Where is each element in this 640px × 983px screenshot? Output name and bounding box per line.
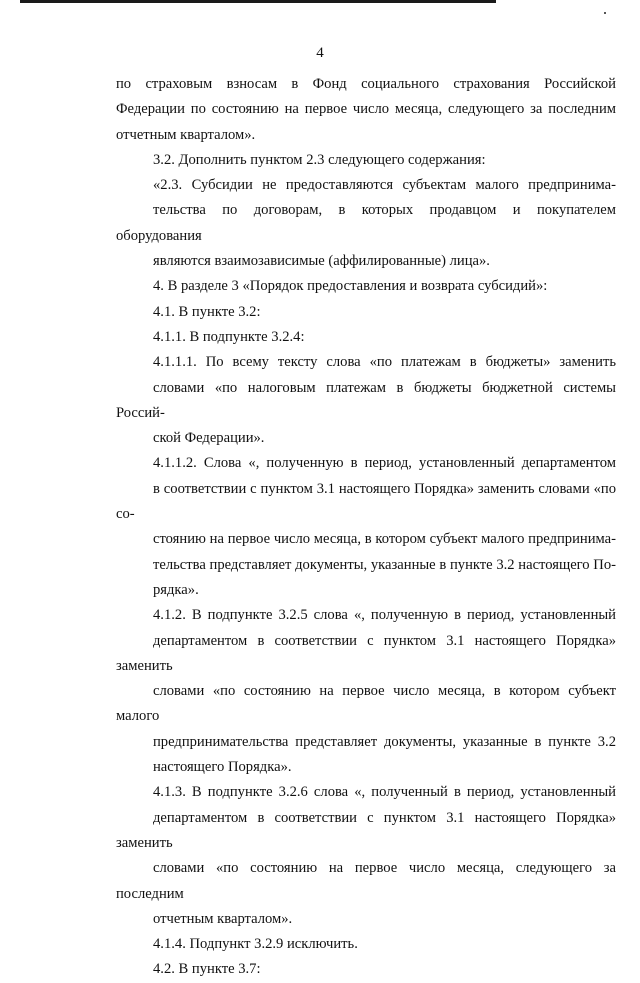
text-line: стоянию на первое число месяца, в котором субъект малого предпринима- [153,531,616,548]
text-line: 4.1.1. В подпункте 3.2.4: [153,328,305,345]
paragraph-4-1-1-2 [116,451,616,603]
text-line: 4.2. В пункте 3.7: [153,961,261,978]
paragraph-4-1-1 [116,325,616,350]
text-line: Федерации по состоянию на первое число месяца, следующего за последним [116,101,616,118]
text-line: являются взаимозависимые (аффилированные) лица». [153,253,490,270]
text-line: 4.1.2. В подпункте 3.2.5 слова «, полученную в период, установленный [153,607,616,624]
text-line: словами «по состоянию на первое число месяца, следующего за последним [116,860,616,902]
top-border-line [20,0,496,3]
text-line: рядка». [153,581,199,598]
paragraph-4-1-3 [116,780,616,932]
text-line: 3.2. Дополнить пунктом 2.3 следующего содержания: [153,151,486,168]
text-line: «2.3. Субсидии не предоставляются субъектам малого предпринима- [153,177,616,194]
text-line: 4.1.4. Подпункт 3.2.9 исключить. [153,936,358,953]
text-line: предпринимательства представляет документы, указанные в пункте 3.2 [153,733,616,750]
paragraph-2-3-quote [116,173,616,274]
text-line: ской Федерации». [153,430,265,447]
text-line: настоящего Порядка». [153,759,292,776]
paragraph-3-2 [116,148,616,173]
text-line: по страховым взносам в Фонд социального страхования Российской [116,76,616,92]
text-line: тельства представляет документы, указанные в пункте 3.2 настоящего По- [153,556,616,573]
text-line: словами «по состоянию на первое число месяца, в котором субъект малого [116,683,616,725]
paragraph-4-1-2 [116,603,616,780]
scan-speck [604,12,606,14]
text-line: в соответствии с пунктом 3.1 настоящего Порядка» заменить словами «по со- [116,480,616,523]
text-line: 4.1.3. В подпункте 3.2.6 слова «, полученный в период, установленный [153,784,616,801]
document-body [116,72,616,983]
text-line: департаментом в соответствии с пунктом 3.1 настоящего Порядка» заменить [116,632,616,674]
text-line: 4.1.1.2. Слова «, полученную в период, установленный департаментом [153,455,616,472]
paragraph-4-2 [116,957,616,982]
paragraph-4 [116,274,616,299]
paragraph-4-1-4 [116,932,616,957]
text-line: тельства по договорам, в которых продавцом и покупателем оборудования [116,202,616,244]
text-line: отчетным кварталом». [116,126,256,143]
text-line: 4.1.1.1. По всему тексту слова «по платежам в бюджеты» заменить [153,354,616,371]
text-line: 4. В разделе 3 «Порядок предоставления и возврата субсидий»: [153,278,548,295]
paragraph-4-1-1-1 [116,350,616,451]
paragraph-continuation [116,72,616,148]
text-line: 4.1. В пункте 3.2: [153,303,261,320]
text-line: департаментом в соответствии с пунктом 3.1 настоящего Порядка» заменить [116,809,616,851]
text-line: словами «по налоговым платежам в бюджеты бюджетной системы Россий- [116,379,616,421]
text-line: отчетным кварталом». [153,910,293,927]
paragraph-4-1 [116,300,616,325]
page-number: 4 [316,45,324,61]
